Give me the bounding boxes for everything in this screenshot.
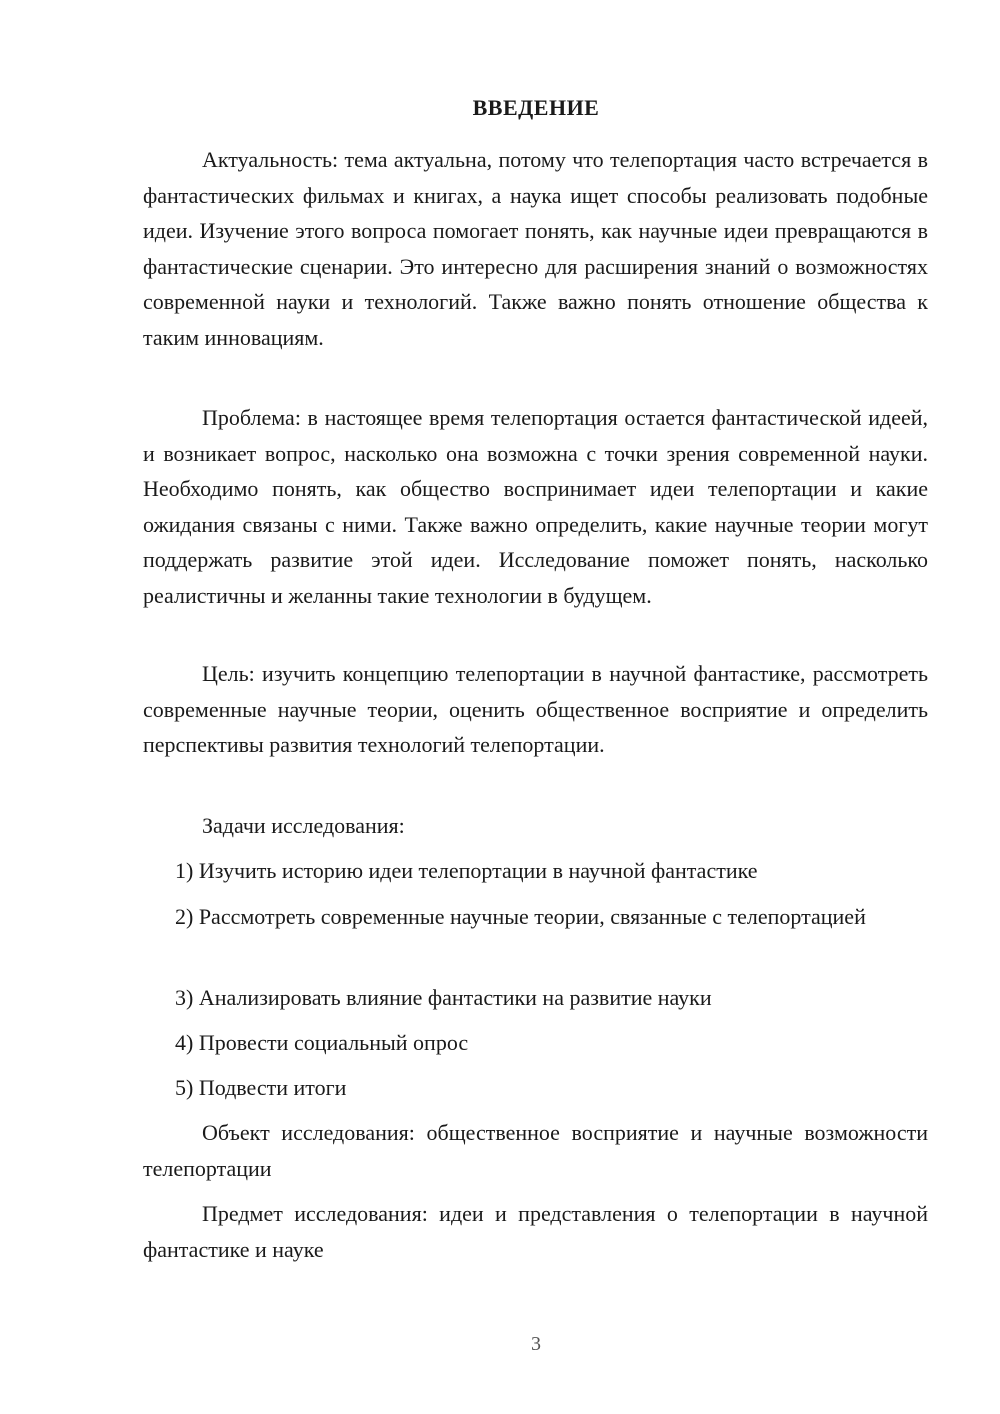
object-paragraph: Объект исследования: общественное восприятие и научные возможности телепортации [143,1120,928,1181]
relevance-paragraph: Актуальность: тема актуальна, потому что телепортация часто встречается в фантастических фильмах и книгах, а наука ищет способы реализовать подобные идеи. Изучение этого вопроса помогает понять, как научные идеи превращаются в фантастические сценарии. Это интересно для расширения знаний о возможностях современной науки и технологий. Также важно понять отношение общества к таким инновациям. [143,147,928,350]
task-item-1: 1) Изучить историю идеи телепортации в научной фантастике [175,858,758,883]
subject-paragraph: Предмет исследования: идеи и представления о телепортации в научной фантастике и науке [143,1201,928,1262]
section-title: ВВЕДЕНИЕ [472,95,600,120]
problem-paragraph: Проблема: в настоящее время телепортация остается фантастической идеей, и возникает вопрос, насколько она возможна с точки зрения современной науки. Необходимо понять, как общество воспринимает идеи телепортации и какие ожидания связаны с ними. Также важно определить, какие научные теории могут поддержать развитие этой идеи. Исследование поможет понять, насколько реалистичны и желанны такие технологии в будущем. [143,405,928,608]
page-number: 3 [531,1333,541,1355]
tasks-heading: Задачи исследования: [202,813,405,838]
task-item-5: 5) Подвести итоги [175,1075,347,1100]
goal-paragraph: Цель: изучить концепцию телепортации в научной фантастике, рассмотреть современные научные теории, оценить общественное восприятие и определить перспективы развития технологий телепортации. [143,661,928,757]
task-item-4: 4) Провести социальный опрос [175,1030,469,1055]
task-item-2: 2) Рассмотреть современные научные теории, связанные с телепортацией [175,904,866,929]
task-item-3: 3) Анализировать влияние фантастики на развитие науки [175,985,712,1010]
